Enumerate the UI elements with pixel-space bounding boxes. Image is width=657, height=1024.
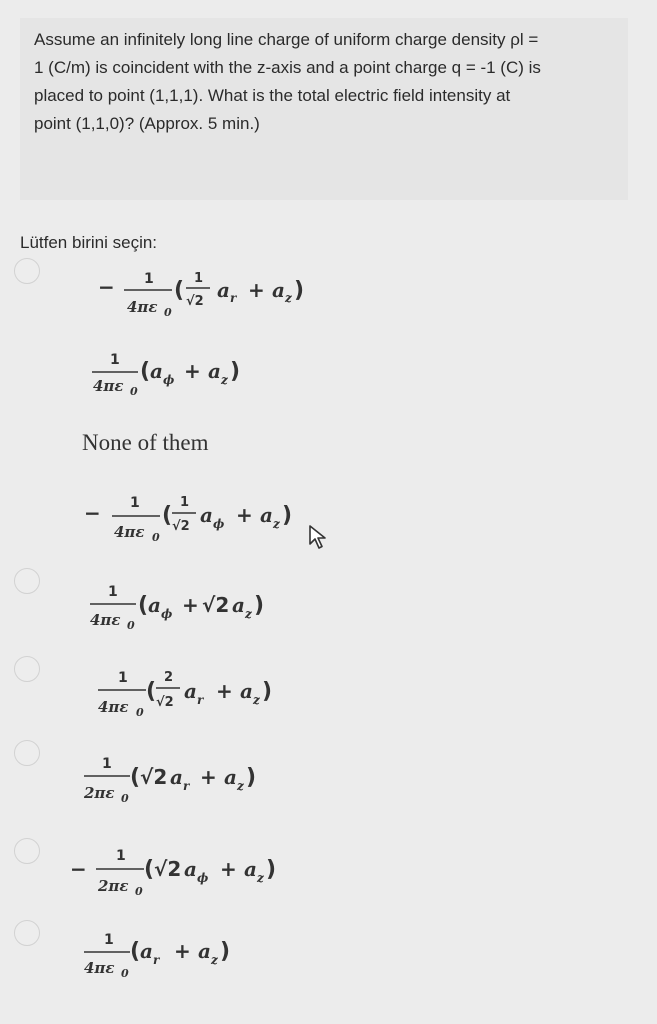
choose-one-prompt: Lütfen birini seçin: [20, 233, 158, 252]
close-paren: ) [220, 939, 231, 964]
fraction-numerator: 1 [118, 670, 128, 686]
none-of-them-text: None of them [82, 430, 209, 455]
sqrt-coefficient: √2 [202, 593, 230, 617]
answer-option-2[interactable] [60, 344, 580, 424]
fraction-numerator: 1 [102, 756, 112, 772]
vector-term-1-subscript: ϕ [197, 871, 209, 885]
fraction-denominator: 4πε [114, 523, 145, 541]
sqrt-coefficient: √2 [140, 765, 168, 789]
vector-term-1: a [200, 503, 213, 527]
vector-term-2-subscript: z [211, 953, 218, 967]
plus-sign: + [248, 278, 265, 302]
plus-sign: + [220, 857, 237, 881]
plus-sign: + [174, 939, 191, 963]
sqrt-coefficient: √2 [154, 857, 182, 881]
inner-numerator: 1 [180, 495, 190, 510]
inner-numerator: 1 [194, 271, 204, 286]
plus-sign: + [184, 359, 201, 383]
vector-term-1: a [140, 939, 153, 963]
vector-term-2: a [232, 593, 245, 617]
minus-sign: − [70, 857, 87, 881]
formula-option-9 [60, 924, 580, 1004]
vector-term-2-subscript: z [245, 607, 252, 621]
question-line: 1 (C/m) is coincident with the z-axis and a point charge q = -1 (C) is [34, 58, 541, 77]
radio-option-9[interactable] [14, 920, 40, 946]
fraction-numerator: 1 [130, 495, 140, 511]
denominator-subscript: 0 [127, 619, 135, 632]
vector-term-1: a [148, 593, 161, 617]
denominator-subscript: 0 [136, 706, 144, 719]
fraction-denominator: 2πε [98, 877, 129, 895]
vector-term-1-subscript: ϕ [161, 607, 173, 621]
radio-option-7[interactable] [14, 740, 40, 766]
open-paren: ( [146, 679, 157, 704]
vector-term-1: a [217, 278, 230, 302]
open-paren: ( [130, 765, 141, 790]
formula-option-8 [60, 840, 580, 920]
vector-term-2-subscript: z [237, 779, 244, 793]
minus-sign: − [84, 501, 101, 525]
answer-option-7[interactable] [60, 748, 580, 828]
vector-term-2: a [244, 857, 257, 881]
fraction-numerator: 1 [108, 584, 118, 600]
open-paren: ( [144, 857, 155, 882]
vector-term-2-subscript: z [273, 517, 280, 531]
open-paren: ( [174, 278, 185, 303]
inner-denominator: √2 [156, 695, 174, 710]
fraction-denominator: 4πε [90, 611, 121, 629]
denominator-subscript: 0 [121, 792, 129, 805]
vector-term-2: a [208, 359, 221, 383]
denominator-subscript: 0 [121, 967, 129, 980]
plus-sign: + [216, 679, 233, 703]
plus-sign: + [236, 503, 253, 527]
open-paren: ( [162, 503, 173, 528]
fraction-numerator: 1 [104, 932, 114, 948]
answer-option-8[interactable] [60, 840, 580, 920]
fraction-denominator: 2πε [84, 784, 115, 802]
fraction-denominator: 4πε [127, 298, 158, 316]
vector-term-2: a [260, 503, 273, 527]
vector-term-1-subscript: ϕ [213, 517, 225, 531]
formula-option-6 [60, 662, 580, 742]
question-panel [20, 18, 628, 200]
radio-option-5[interactable] [14, 568, 40, 594]
inner-denominator: √2 [172, 519, 190, 534]
minus-sign: − [98, 275, 115, 299]
open-paren: ( [138, 593, 149, 618]
denominator-subscript: 0 [135, 885, 143, 898]
denominator-subscript: 0 [152, 531, 160, 544]
answer-option-1[interactable] [60, 262, 580, 342]
vector-term-2: a [240, 679, 253, 703]
vector-term-2-subscript: z [285, 291, 292, 305]
vector-term-2: a [224, 765, 237, 789]
question-line: placed to point (1,1,1). What is the total electric field intensity at [34, 86, 511, 105]
inner-numerator: 2 [164, 670, 174, 685]
formula-option-3 [60, 420, 580, 480]
denominator-subscript: 0 [130, 385, 138, 398]
vector-term-1: a [184, 679, 197, 703]
question-text [34, 26, 614, 138]
denominator-subscript: 0 [164, 306, 172, 319]
fraction-denominator: 4πε [84, 959, 115, 977]
open-paren: ( [140, 359, 151, 384]
vector-term-1-subscript: ϕ [163, 373, 175, 387]
fraction-denominator: 4πε [98, 698, 129, 716]
vector-term-1-subscript: r [197, 693, 204, 707]
radio-option-1[interactable] [14, 258, 40, 284]
answer-option-9[interactable] [60, 924, 580, 1004]
open-paren: ( [130, 939, 141, 964]
mouse-pointer-icon [308, 524, 330, 550]
question-line: point (1,1,0)? (Approx. 5 min.) [34, 114, 260, 133]
formula-option-7 [60, 748, 580, 828]
vector-term-1-subscript: r [230, 291, 237, 305]
vector-term-2: a [272, 278, 285, 302]
formula-option-2 [60, 344, 580, 424]
fraction-numerator: 1 [116, 848, 126, 864]
vector-term-1: a [170, 765, 183, 789]
close-paren: ) [282, 503, 293, 528]
radio-option-6[interactable] [14, 656, 40, 682]
close-paren: ) [266, 857, 277, 882]
vector-term-2-subscript: z [257, 871, 264, 885]
vector-term-2-subscript: z [253, 693, 260, 707]
vector-term-1-subscript: r [183, 779, 190, 793]
answer-option-6[interactable] [60, 662, 580, 742]
vector-term-1: a [150, 359, 163, 383]
plus-sign: + [200, 765, 217, 789]
close-paren: ) [246, 765, 257, 790]
fraction-numerator: 1 [110, 352, 120, 368]
vector-term-2: a [198, 939, 211, 963]
vector-term-2-subscript: z [221, 373, 228, 387]
close-paren: ) [262, 679, 273, 704]
inner-denominator: √2 [186, 294, 204, 309]
vector-term-1-subscript: r [153, 953, 160, 967]
question-line: Assume an infinitely long line charge of uniform charge density ρl = [34, 30, 539, 49]
close-paren: ) [254, 593, 265, 618]
vector-term-1: a [184, 857, 197, 881]
answer-option-5[interactable] [60, 576, 580, 656]
radio-option-8[interactable] [14, 838, 40, 864]
formula-option-1 [60, 262, 580, 342]
close-paren: ) [230, 359, 241, 384]
formula-option-5 [60, 576, 580, 656]
plus-sign: + [182, 593, 199, 617]
fraction-numerator: 1 [144, 271, 154, 287]
close-paren: ) [294, 278, 305, 303]
fraction-denominator: 4πε [93, 377, 124, 395]
